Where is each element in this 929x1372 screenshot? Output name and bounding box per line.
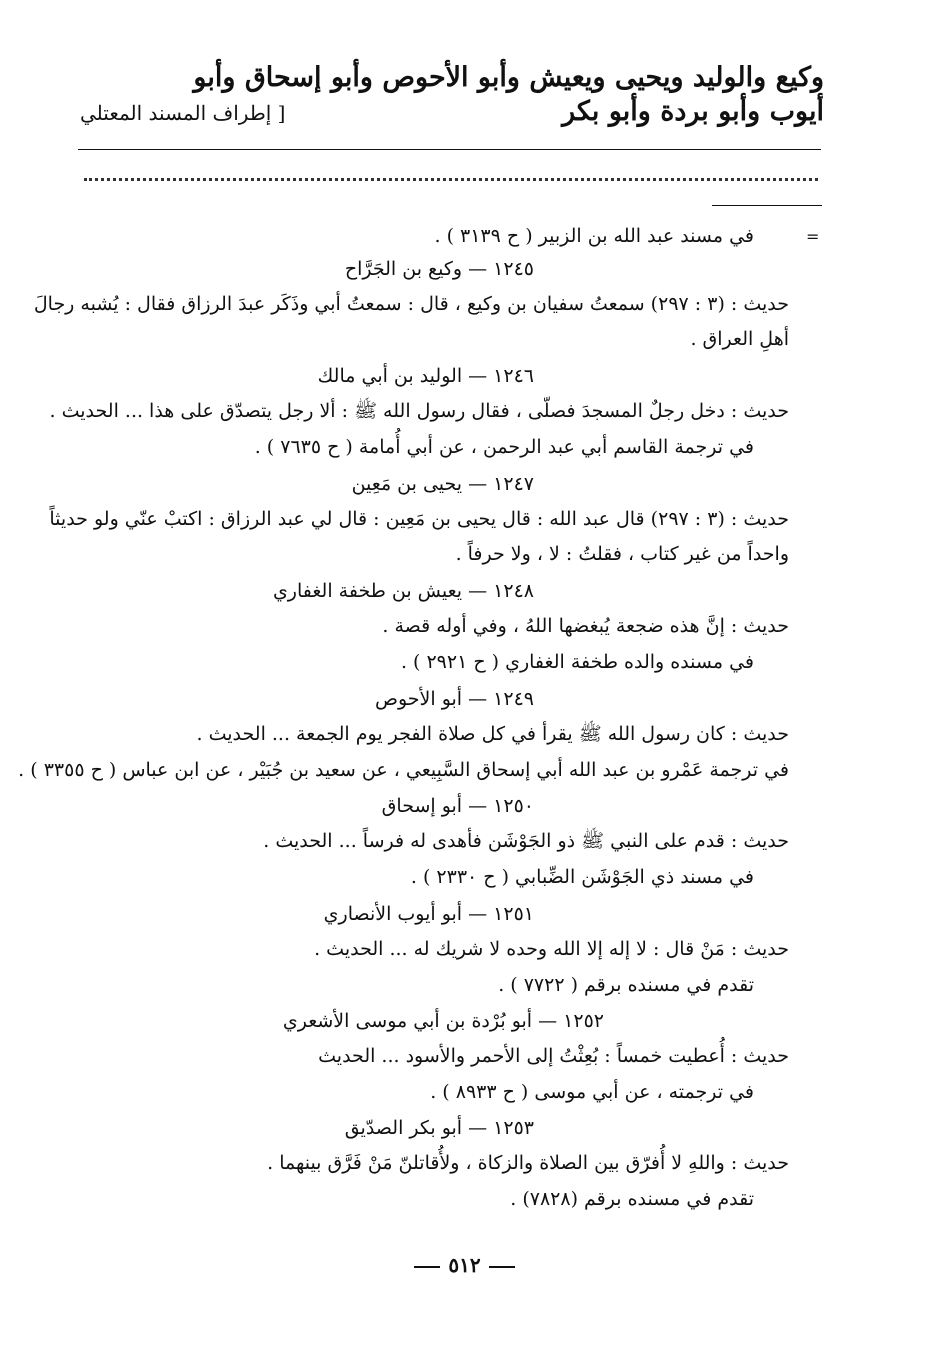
- text-line: حديث : إنَّ هذه ضجعة يُبغضها اللهُ ، وفي أوله قصة .: [382, 615, 789, 637]
- text-line: في ترجمة عَمْرو بن عبد الله أبي إسحاق السَّبِيعي ، عن سعيد بن جُبَيْر ، عن ابن عباس ( ح ٣٣٥٥ ) .: [18, 759, 789, 781]
- text-line: حديث : (٣ : ٢٩٧) قال عبد الله : قال يحيى بن مَعِين : قال لي عبد الرزاق : اكتبْ عنّي ولو حديثاً: [49, 508, 789, 530]
- text-line: في ترجمته ، عن أبي موسى ( ح ٨٩٣٣ ) .: [430, 1081, 754, 1103]
- entry-heading: ١٢٤٦ — الوليد بن أبي مالك: [317, 365, 534, 387]
- footnote-continuation-mark: =: [806, 227, 820, 246]
- text-line: حديث : دخل رجلٌ المسجدَ فصلّى ، فقال رسول الله ﷺ : ألا رجل يتصدّق على هذا ... الحديث .: [49, 400, 789, 422]
- page-number-value: ٥١٢: [448, 1253, 481, 1277]
- text-line: تقدم في مسنده برقم ( ٧٧٢٢ ) .: [498, 974, 754, 996]
- entry-heading: ١٢٥١ — أبو أيوب الأنصاري: [323, 903, 534, 925]
- text-line: في مسند عبد الله بن الزبير ( ح ٣١٣٩ ) .: [434, 225, 754, 247]
- text-line: أهلِ العراق .: [690, 328, 789, 350]
- entry-heading: ١٢٤٧ — يحيى بن مَعِين: [351, 473, 534, 495]
- header-rule: [78, 149, 821, 150]
- dotted-separator: [84, 170, 818, 181]
- header-book-title: [ إطراف المسند المعتلي: [80, 101, 286, 125]
- entry-heading: ١٢٤٨ — يعيش بن طخفة الغفاري: [272, 580, 534, 602]
- header-title-line-2: أيوب وأبو بردة وأبو بكر: [562, 96, 824, 127]
- header-title-line-1: وكيع والوليد ويحيى ويعيش وأبو الأحوص وأبو إسحاق وأبو: [193, 62, 824, 93]
- text-line: في ترجمة القاسم أبي عبد الرحمن ، عن أبي أُمامة ( ح ٧٦٣٥ ) .: [254, 436, 754, 458]
- page-number-dash-left: [489, 1266, 515, 1268]
- entry-heading: ١٢٥٢ — أبو بُرْدة بن أبي موسى الأشعري: [282, 1010, 604, 1032]
- text-line: في مسنده والده طخفة الغفاري ( ح ٢٩٢١ ) .: [400, 651, 754, 673]
- text-line: حديث : قدم على النبي ﷺ ذو الجَوْشَن فأهدى له فرساً ... الحديث .: [263, 830, 789, 852]
- page-number: [0, 1253, 929, 1277]
- text-line: حديث : كان رسول الله ﷺ يقرأ في كل صلاة الفجر يوم الجمعة ... الحديث .: [196, 723, 789, 745]
- text-line: حديث : مَنْ قال : لا إله إلا الله وحده لا شريك له ... الحديث .: [314, 938, 789, 960]
- entry-heading: ١٢٥٠ — أبو إسحاق: [381, 795, 534, 817]
- text-line: حديث : (٣ : ٢٩٧) سمعتُ سفيان بن وكيع ، قال : سمعتُ أبي وذَكَر عبدَ الرزاق فقال : يُشبه رجالَ: [33, 293, 789, 315]
- page-number-dash-right: [414, 1266, 440, 1268]
- text-line: تقدم في مسنده برقم (٧٨٢٨) .: [510, 1188, 754, 1210]
- entry-heading: ١٢٥٣ — أبو بكر الصدّيق: [344, 1117, 534, 1139]
- text-line: حديث : واللهِ لا أُفرّق بين الصلاة والزكاة ، ولأُقاتلنّ مَنْ فَرَّق بينهما .: [267, 1152, 789, 1174]
- footnote-rule: [712, 205, 822, 206]
- text-line: في مسند ذي الجَوْشَن الضِّبابي ( ح ٢٣٣٠ ) .: [410, 866, 754, 888]
- text-line: حديث : أُعطيت خمساً : بُعِثْتُ إلى الأحمر والأسود ... الحديث: [318, 1045, 789, 1067]
- entry-heading: ١٢٤٥ — وكيع بن الجَرَّاح: [344, 258, 534, 280]
- text-line: واحداً من غير كتاب ، فقلتُ : لا ، ولا حرفاً .: [455, 543, 789, 565]
- entry-heading: ١٢٤٩ — أبو الأحوص: [375, 688, 534, 710]
